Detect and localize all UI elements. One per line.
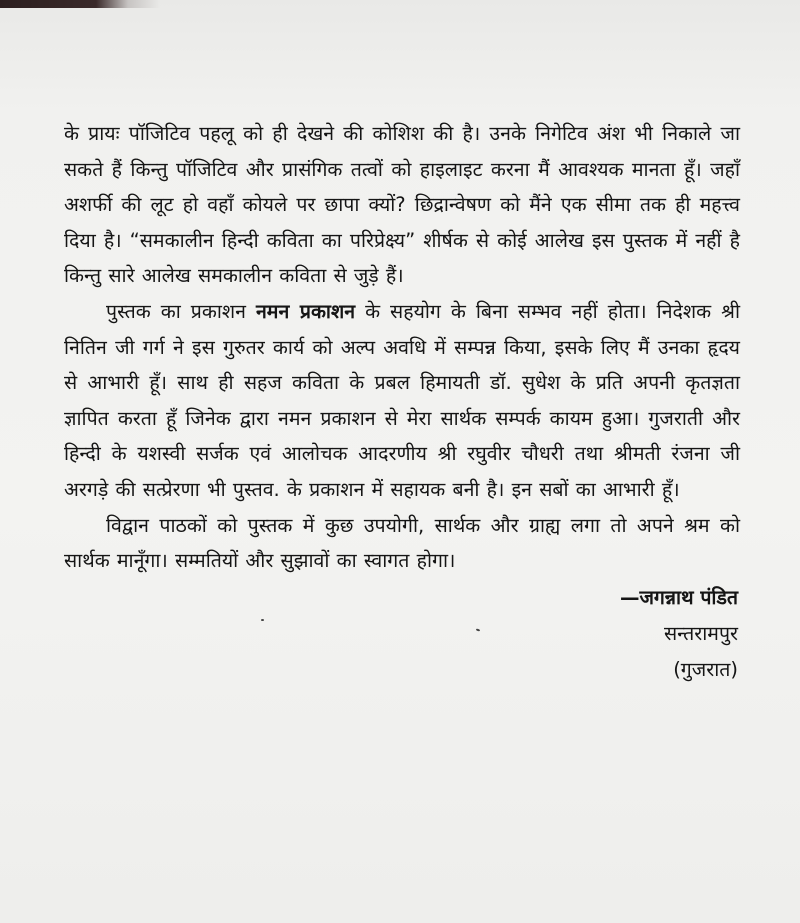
body-text <box>64 116 740 579</box>
paragraph-3-text: विद्वान पाठकों को पुस्तक में कुछ उपयोगी, सार्थक और ग्राह्य लगा तो अपने श्रम को सार्थक मानूँगा। सम्मतियों और सुझावों का स्वागत होगा। <box>64 513 740 573</box>
publisher-name: नमन प्रकाशन <box>255 299 356 323</box>
author-state: (गुजरात) <box>673 658 738 681</box>
paragraph-2-text-end: के सहयोग के बिना सम्भव नहीं होता। निदेशक श्री नितिन जी गर्ग ने इस गुरुतर कार्य को अल्प अवधि में सम्पन्न किया, इसके लिए मैं उनका हृदय से आभारी हूँ। साथ ही सहज कविता के प्रबल हिमायती डॉ. सुधेश के प्रति अपनी कृतज्ञता ज्ञापित करता हूँ जिनेक द्वारा नमन प्रकाशन से मेरा सार्थक सम्पर्क कायम हुआ। गुजराती और हिन्दी के यशस्वी सर्जक एवं आलोचक आदरणीय श्री रघुवीर चौधरी तथा श्रीमती रंजना जी अरगड़े की सत्प्रेरणा भी पुस्तव. के प्रकाशन में सहायक बनी है। इन सबों का आभारी हूँ। <box>64 299 740 501</box>
print-speck <box>476 628 480 631</box>
page-top-edge <box>0 0 800 8</box>
paragraph-2-text-start: पुस्तक का प्रकाशन <box>106 299 256 323</box>
paragraph-3 <box>64 508 740 579</box>
paragraph-2 <box>64 294 740 508</box>
author-place: सन्तरामपुर <box>663 622 738 645</box>
paragraph-1-text: के प्रायः पॉजिटिव पहलू को ही देखने की कोशिश की है। उनके निगेटिव अंश भी निकाले जा सकते हैं किन्तु पॉजिटिव और प्रासंगिक तत्वों को हाइलाइट करना मैं आवश्यक मानता हूँ। जहाँ अशर्फी की लूट हो वहाँ कोयले पर छापा क्यों? छिद्रान्वेषण को मैंने एक सीमा तक ही महत्त्व दिया है। “समकालीन हिन्दी कविता का परिप्रेक्ष्य” शीर्षक से कोई आलेख इस पुस्तक में नहीं है किन्तु सारे आलेख समकालीन कविता से जुड़े हैं। <box>64 122 740 288</box>
paragraph-1 <box>64 116 740 294</box>
author-signature-name: —जगन्नाथ पंडित <box>619 586 738 609</box>
print-speck <box>261 619 264 621</box>
signature-block <box>518 580 738 688</box>
